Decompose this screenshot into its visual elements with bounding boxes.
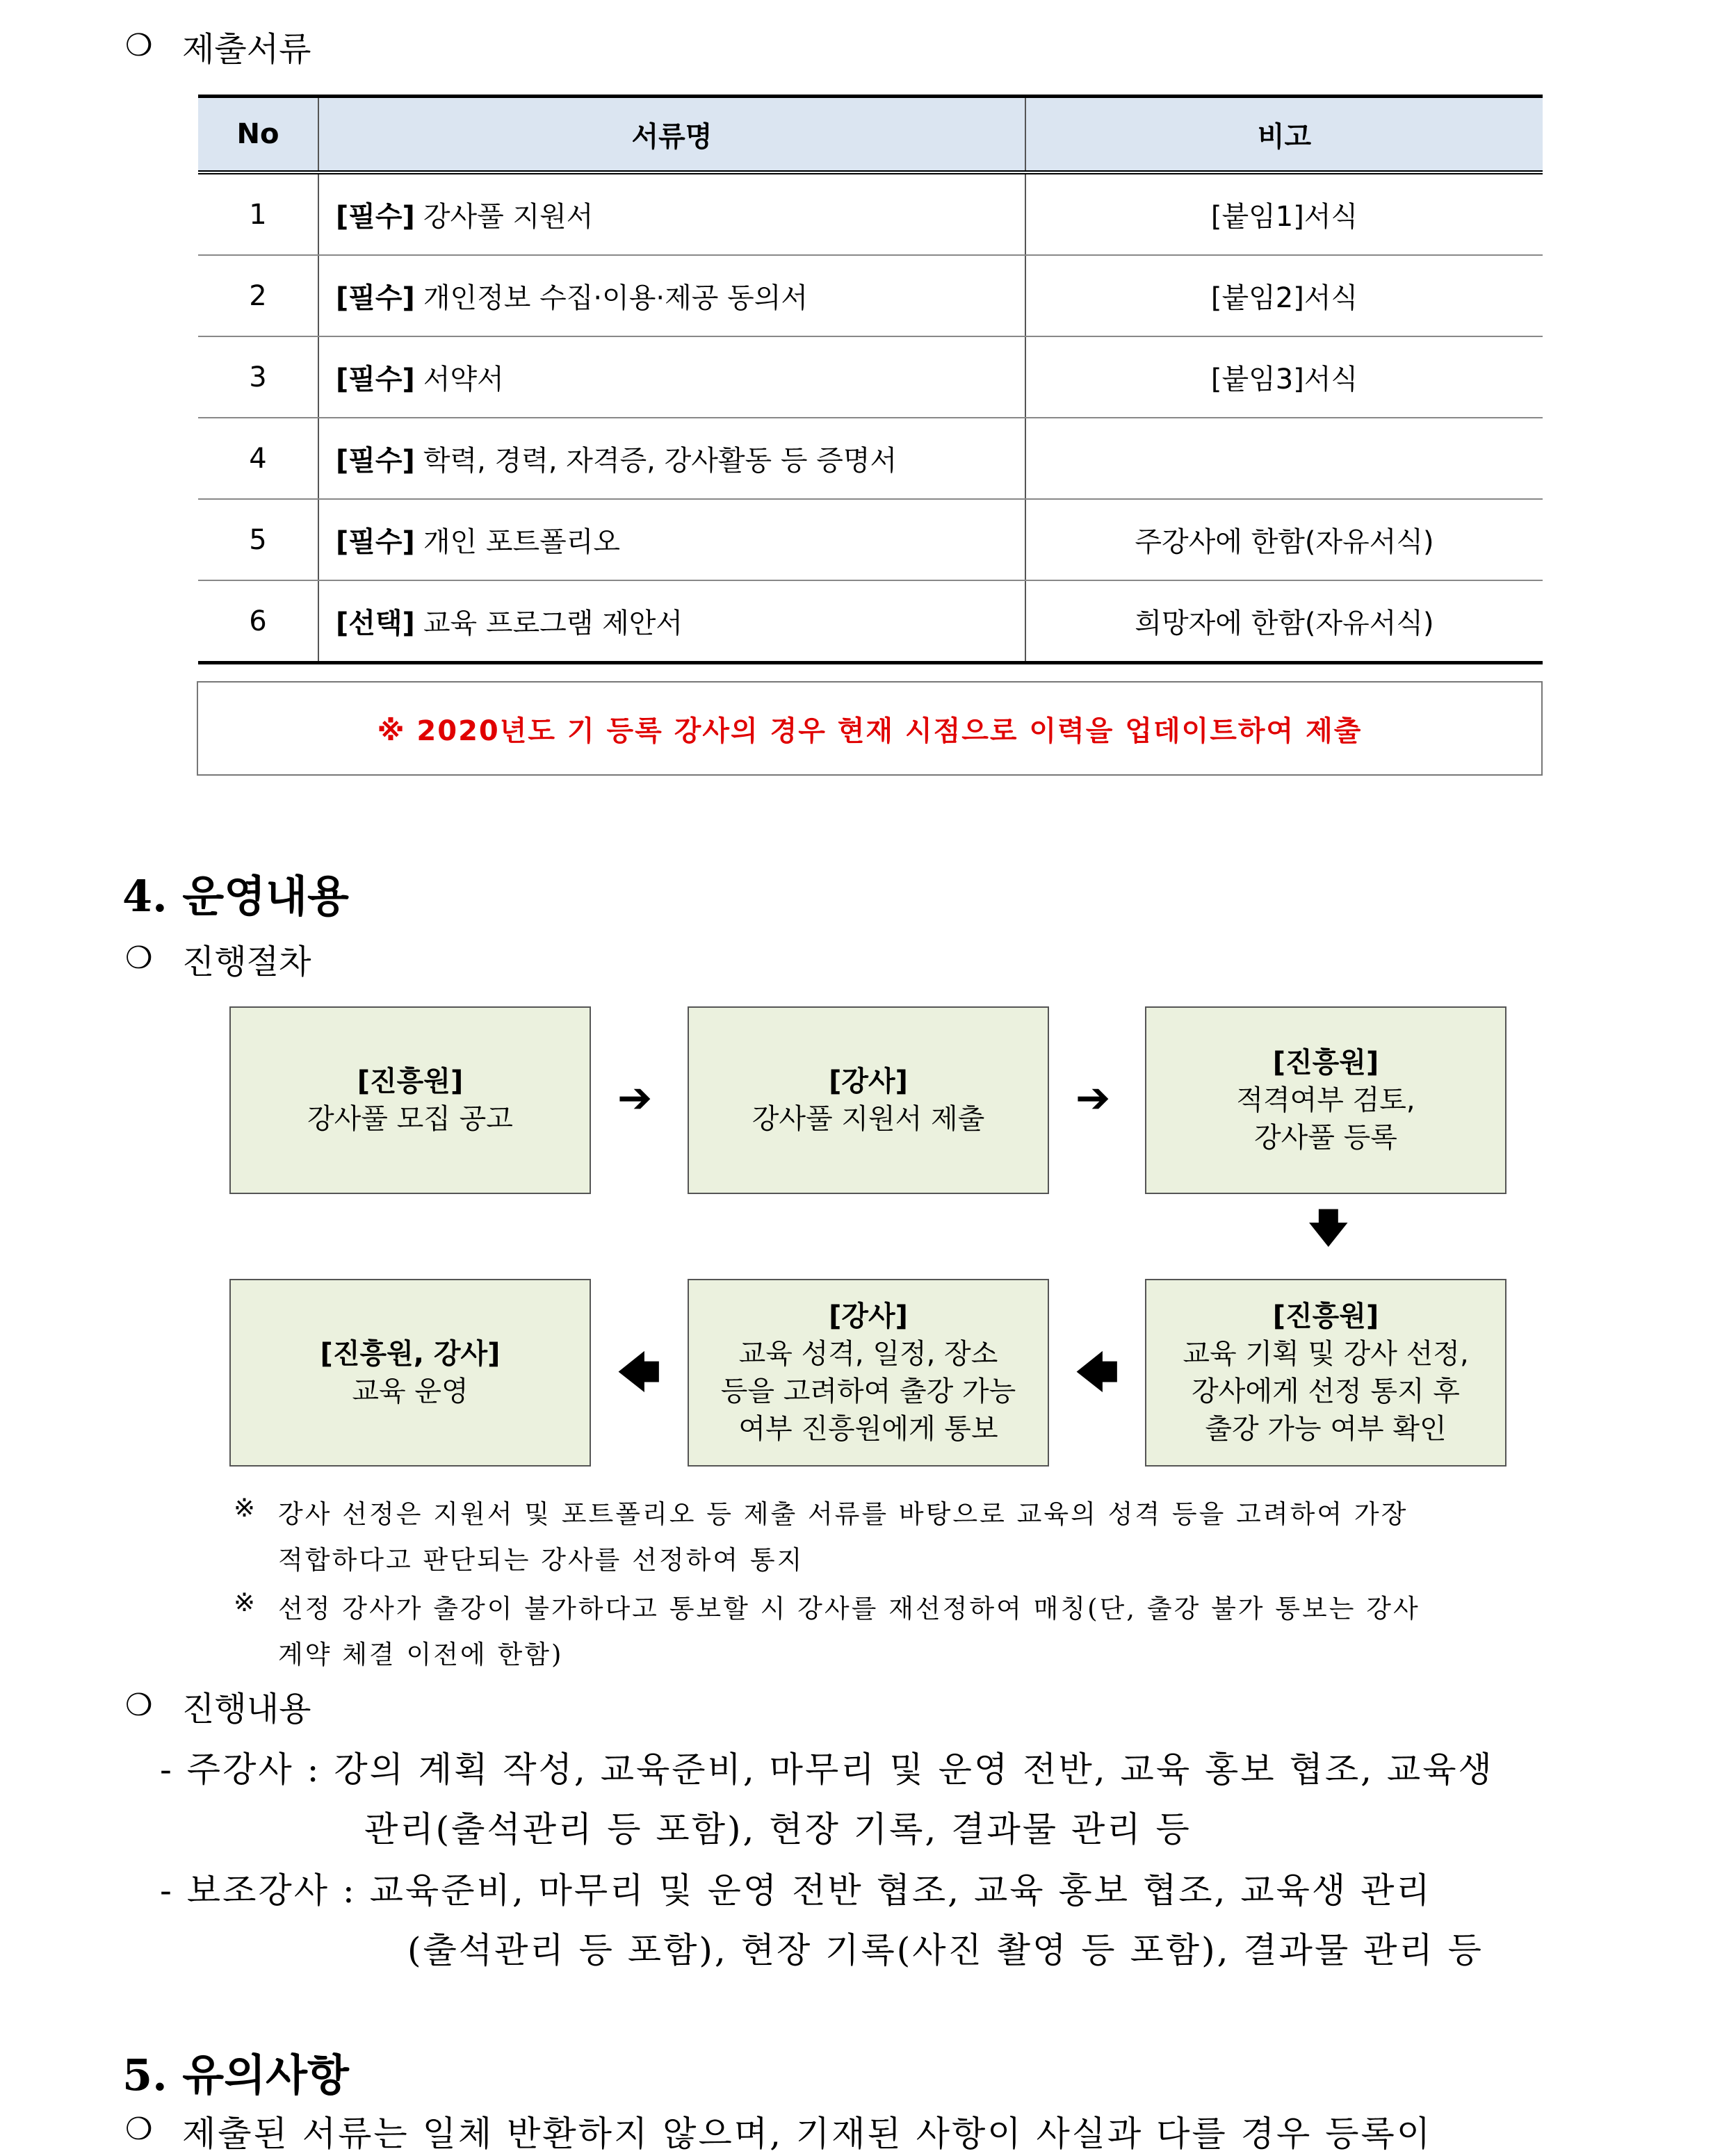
document-name-cell <box>318 580 1025 663</box>
note-1-line-1: 강사 선정은 지원서 및 포트폴리오 등 제출 서류를 바탕으로 교육의 성격 등을 고려하여 가장 <box>278 1499 1408 1529</box>
column-header-document-name: 서류명 <box>318 97 1025 173</box>
flow-step-text: 강사풀 지원서 제출 <box>752 1103 985 1135</box>
required-tag: [필수] <box>336 201 415 233</box>
table-header-row <box>198 97 1543 173</box>
flow-step-2 <box>688 1006 1049 1194</box>
arrow-right-icon: ➔ <box>1075 1074 1111 1122</box>
content-heading: 진행내용 <box>182 1690 311 1729</box>
document-name: 교육 프로그램 제안서 <box>423 607 683 639</box>
note-2-line-1: 선정 강사가 출강이 불가하다고 통보할 시 강사를 재선정하여 매칭(단, 출강 불가 통보는 강사 <box>278 1594 1420 1624</box>
note-mark: ※ <box>234 1587 258 1617</box>
flow-step-1 <box>229 1006 591 1194</box>
arrow-down-icon: 🡇 <box>1308 1206 1349 1251</box>
main-instructor-line-1: - 주강사 : 강의 계획 작성, 교육준비, 마무리 및 운영 전반, 교육 홍보 협조, 교육생 <box>160 1749 1494 1790</box>
section-4-title: 4. 운영내용 <box>122 871 349 922</box>
update-notice-box <box>197 681 1543 776</box>
assistant-instructor-line-1: - 보조강사 : 교육준비, 마무리 및 운영 전반 협조, 교육 홍보 협조, 교육생 관리 <box>160 1870 1432 1911</box>
note-mark: ※ <box>234 1493 258 1523</box>
flow-step-text: 교육 성격, 일정, 장소 <box>738 1338 998 1370</box>
document-name: 개인 포트폴리오 <box>423 526 621 558</box>
document-name-cell <box>318 499 1025 580</box>
flow-step-4 <box>1145 1279 1506 1467</box>
flow-step-text: 강사풀 등록 <box>1254 1122 1397 1154</box>
flow-step-3 <box>1145 1006 1506 1194</box>
flow-step-actor: [진흥원, 강사] <box>320 1338 501 1370</box>
document-name-cell <box>318 172 1025 255</box>
documents-heading: 제출서류 <box>182 30 311 69</box>
caution-item-1: 제출된 서류는 일체 반환하지 않으며, 기재된 사항이 사실과 다를 경우 등록이 <box>182 2114 1433 2154</box>
document-name-cell <box>318 255 1025 336</box>
flow-step-text: 등을 고려하여 출강 가능 <box>720 1375 1016 1407</box>
document-name: 개인정보 수집·이용·제공 동의서 <box>423 282 809 314</box>
circle-bullet-icon: ❍ <box>125 2112 153 2147</box>
circle-bullet-icon: ❍ <box>125 1688 153 1723</box>
flow-step-text: 여부 진흥원에게 통보 <box>738 1413 998 1445</box>
flow-step-text: 교육 기획 및 강사 선정, <box>1183 1338 1469 1370</box>
main-instructor-line-2: 관리(출석관리 등 포함), 현장 기록, 결과물 관리 등 <box>364 1809 1192 1849</box>
flow-step-5 <box>688 1279 1049 1467</box>
document-name: 서약서 <box>423 364 504 395</box>
assistant-instructor-line-2: (출석관리 등 포함), 현장 기록(사진 촬영 등 포함), 결과물 관리 등 <box>407 1930 1484 1970</box>
flow-step-actor: [진흥원] <box>1272 1047 1379 1079</box>
section-5-title: 5. 유의사항 <box>122 2050 349 2100</box>
note-cell: 주강사에 한함(자유서식) <box>1025 499 1543 580</box>
flow-step-text: 적격여부 검토, <box>1236 1084 1415 1116</box>
required-tag: [필수] <box>336 282 415 314</box>
note-cell: 희망자에 한함(자유서식) <box>1025 580 1543 663</box>
flow-step-6 <box>229 1279 591 1467</box>
update-notice-text: ※ 2020년도 기 등록 강사의 경우 현재 시점으로 이력을 업데이트하여 제출 <box>377 714 1363 747</box>
flow-step-text: 강사에게 선정 통지 후 <box>1192 1375 1460 1407</box>
circle-bullet-icon: ❍ <box>125 940 153 976</box>
document-name-cell <box>318 336 1025 418</box>
table-row <box>198 336 1543 418</box>
required-tag: [필수] <box>336 526 415 558</box>
flow-step-text: 출강 가능 여부 확인 <box>1205 1413 1447 1445</box>
optional-tag: [선택] <box>336 607 415 639</box>
flow-step-actor: [진흥원] <box>1272 1300 1379 1332</box>
row-number: 6 <box>198 580 318 663</box>
note-cell: [붙임3]서식 <box>1025 336 1543 418</box>
arrow-left-icon: 🡄 <box>1075 1348 1119 1397</box>
row-number: 5 <box>198 499 318 580</box>
note-2-line-2: 계약 체결 이전에 한함) <box>278 1640 564 1669</box>
row-number: 4 <box>198 418 318 499</box>
table-row <box>198 255 1543 336</box>
column-header-note: 비고 <box>1025 97 1543 173</box>
note-cell <box>1025 418 1543 499</box>
flow-step-actor: [강사] <box>829 1065 908 1097</box>
table-row <box>198 418 1543 499</box>
arrow-left-icon: 🡄 <box>617 1348 660 1397</box>
note-1-line-2: 적합하다고 판단되는 강사를 선정하여 통지 <box>278 1545 804 1575</box>
row-number: 3 <box>198 336 318 418</box>
note-cell: [붙임2]서식 <box>1025 255 1543 336</box>
document-name-cell <box>318 418 1025 499</box>
table-row <box>198 580 1543 663</box>
arrow-right-icon: ➔ <box>617 1074 653 1122</box>
row-number: 1 <box>198 172 318 255</box>
note-cell: [붙임1]서식 <box>1025 172 1543 255</box>
document-name: 강사풀 지원서 <box>423 201 594 233</box>
required-tag: [필수] <box>336 445 415 477</box>
flow-step-actor: [진흥원] <box>357 1065 464 1097</box>
documents-table <box>198 95 1543 664</box>
flow-step-text: 강사풀 모집 공고 <box>307 1103 513 1135</box>
required-tag: [필수] <box>336 364 415 395</box>
row-number: 2 <box>198 255 318 336</box>
flow-step-actor: [강사] <box>829 1300 908 1332</box>
table-row <box>198 499 1543 580</box>
table-row <box>198 172 1543 255</box>
document-name: 학력, 경력, 자격증, 강사활동 등 증명서 <box>423 445 897 477</box>
flow-step-text: 교육 운영 <box>352 1375 469 1407</box>
circle-bullet-icon: ❍ <box>125 28 153 63</box>
procedure-heading: 진행절차 <box>182 942 311 981</box>
column-header-no: No <box>198 97 318 173</box>
